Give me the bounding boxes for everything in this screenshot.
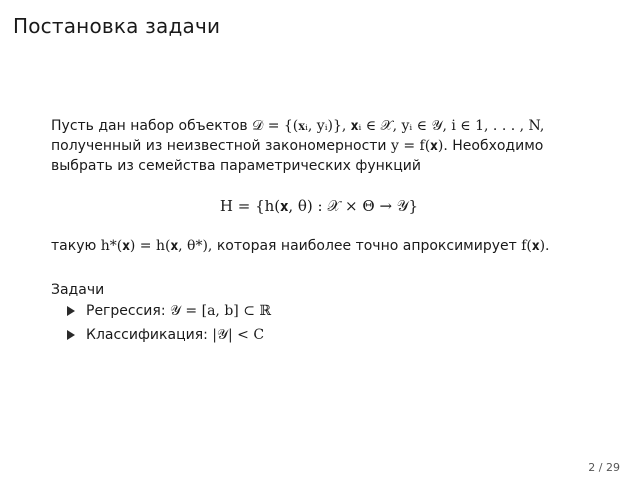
- statement-line-2-text: полученный из неизвестной закономерности: [51, 138, 391, 154]
- approximation-pre: такую: [51, 238, 101, 254]
- task-label: Классификация:: [86, 327, 213, 343]
- slide-title: Постановка задачи: [13, 14, 221, 38]
- task-formula: |𝒴| < C: [212, 327, 265, 343]
- function-family-formula: H = {h(𝐱, θ) : 𝒳 × Θ → 𝒴}: [219, 197, 419, 215]
- triangle-bullet-icon: [67, 330, 75, 340]
- statement-line-1: [51, 116, 596, 136]
- statement-line-1-text: Пусть дан набор объектов: [51, 118, 253, 134]
- problem-statement: [51, 116, 596, 176]
- page-number: 2 / 29: [588, 461, 620, 474]
- task-formula: 𝒴 = [a, b] ⊂ ℝ: [170, 303, 272, 319]
- task-item-regression: [67, 303, 271, 319]
- tasks-heading: Задачи: [51, 282, 105, 298]
- dataset-formula: 𝒟 = {(𝐱ᵢ, yᵢ)}, 𝐱ᵢ ∈ 𝒳, yᵢ ∈ 𝒴, i ∈ 1, . . . , N,: [252, 118, 545, 134]
- statement-line-3: выбрать из семейства параметрических функций: [51, 158, 421, 174]
- approximation-mid: которая наиболее точно апроксимирует: [212, 238, 522, 254]
- target-function-formula: y = f(𝐱).: [390, 138, 448, 154]
- approximation-sentence: [51, 236, 596, 256]
- task-item-classification: [67, 327, 264, 343]
- task-label: Регрессия:: [86, 303, 170, 319]
- triangle-bullet-icon: [67, 306, 75, 316]
- statement-line-2-tail: Необходимо: [447, 138, 544, 154]
- optimal-function-formula: h*(𝐱) = h(𝐱, θ*),: [100, 238, 213, 254]
- statement-line-2: [51, 136, 596, 156]
- approximated-function-formula: f(𝐱).: [521, 238, 550, 254]
